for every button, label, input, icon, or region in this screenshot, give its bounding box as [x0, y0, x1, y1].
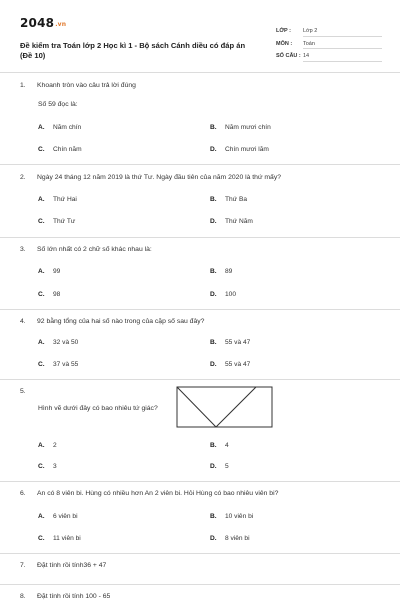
question-text: An có 8 viên bi. Hùng có nhiều hơn An 2 viên bi. Hỏi Hùng có bao nhiêu viên bi? — [37, 490, 279, 497]
question-text: Ngày 24 tháng 12 năm 2019 là thứ Tư. Ngày đầu tiên của năm 2020 là thứ mấy? — [37, 174, 282, 181]
question-number: 2. — [20, 174, 26, 181]
option-b[interactable] — [210, 513, 253, 520]
option-text: Thứ Ba — [225, 196, 248, 203]
option-a[interactable] — [38, 268, 60, 275]
site-logo[interactable] — [20, 16, 66, 30]
option-text: 11 viên bi — [53, 535, 81, 542]
option-letter: D. — [210, 463, 217, 470]
option-text: 10 viên bi — [225, 513, 254, 520]
quadrilateral-figure — [176, 386, 273, 428]
option-d[interactable] — [210, 535, 250, 542]
option-c[interactable] — [38, 361, 78, 368]
option-c[interactable] — [38, 146, 82, 153]
question-divider — [0, 379, 400, 380]
option-letter: A. — [38, 124, 45, 131]
meta-value: Lớp 2 — [303, 26, 382, 37]
option-a[interactable] — [38, 196, 77, 203]
option-text: 3 — [53, 463, 57, 470]
option-text: 6 viên bi — [53, 513, 78, 520]
meta-row-grade — [276, 25, 382, 38]
question-number: 8. — [20, 593, 26, 600]
option-b[interactable] — [210, 124, 271, 131]
option-text: 55 và 47 — [225, 339, 251, 346]
question-number: 1. — [20, 82, 26, 89]
option-letter: D. — [210, 535, 217, 542]
option-letter: B. — [210, 442, 217, 449]
option-b[interactable] — [210, 442, 229, 449]
question-number: 5. — [20, 388, 26, 395]
meta-row-subject — [276, 38, 382, 51]
option-b[interactable] — [210, 268, 232, 275]
option-d[interactable] — [210, 361, 250, 368]
option-text: 8 viên bi — [225, 535, 250, 542]
question-divider — [0, 309, 400, 310]
option-a[interactable] — [38, 442, 57, 449]
option-d[interactable] — [210, 291, 236, 298]
figure-diagonal — [216, 387, 256, 427]
option-letter: D. — [210, 146, 217, 153]
option-text: Thứ Hai — [53, 196, 77, 203]
option-c[interactable] — [38, 463, 57, 470]
option-letter: C. — [38, 291, 45, 298]
option-text: 100 — [225, 291, 237, 298]
meta-key: SỐ CÂU : — [276, 53, 301, 60]
header-divider — [0, 72, 400, 73]
option-text: Thứ Năm — [225, 218, 253, 225]
option-text: 4 — [225, 442, 229, 449]
option-c[interactable] — [38, 291, 60, 298]
question-divider — [0, 584, 400, 585]
figure-outer-rect — [177, 387, 272, 427]
option-c[interactable] — [38, 535, 81, 542]
option-letter: C. — [38, 361, 45, 368]
logo-text: 2048 — [20, 16, 55, 30]
option-letter: D. — [210, 361, 217, 368]
option-text: Chín mươi lăm — [225, 146, 269, 153]
option-letter: B. — [210, 513, 217, 520]
question-divider — [0, 481, 400, 482]
question-divider — [0, 553, 400, 554]
question-text: Đặt tính rồi tính 100 - 65 — [37, 593, 111, 600]
option-text: 5 — [225, 463, 229, 470]
meta-value: 14 — [303, 51, 382, 62]
document-header — [20, 12, 382, 70]
option-a[interactable] — [38, 339, 78, 346]
question-text: 92 bằng tổng của hai số nào trong của cặp số sau đây? — [37, 318, 205, 325]
meta-key: MÔN : — [276, 40, 293, 47]
option-text: Thứ Tư — [53, 218, 76, 225]
question-divider — [0, 164, 400, 165]
option-letter: B. — [210, 268, 217, 275]
question-text: Đặt tính rồi tính36 + 47 — [37, 562, 107, 569]
figure-diagonal — [177, 387, 216, 427]
question-subtext: Hình vẽ dưới đây có bao nhiêu tứ giác? — [38, 405, 158, 412]
option-letter: A. — [38, 196, 45, 203]
option-letter: B. — [210, 196, 217, 203]
question-text: Khoanh tròn vào câu trả lời đúng — [37, 82, 136, 89]
meta-row-count — [276, 50, 382, 63]
option-text: 2 — [53, 442, 57, 449]
option-letter: D. — [210, 218, 217, 225]
option-text: 99 — [53, 268, 61, 275]
option-text: 89 — [225, 268, 233, 275]
question-number: 4. — [20, 318, 26, 325]
question-subtext: Số 59 đọc là: — [38, 101, 78, 108]
option-text: Chín năm — [53, 146, 82, 153]
meta-table — [276, 25, 382, 63]
option-letter: A. — [38, 513, 45, 520]
option-letter: A. — [38, 339, 45, 346]
option-text: 55 và 47 — [225, 361, 251, 368]
option-text: 98 — [53, 291, 61, 298]
meta-value: Toán — [303, 39, 382, 50]
option-letter: B. — [210, 124, 217, 131]
option-d[interactable] — [210, 463, 229, 470]
option-d[interactable] — [210, 218, 253, 225]
option-letter: B. — [210, 339, 217, 346]
question-number: 3. — [20, 246, 26, 253]
option-d[interactable] — [210, 146, 269, 153]
meta-key: LỚP : — [276, 28, 291, 35]
question-number: 6. — [20, 490, 26, 497]
option-letter: C. — [38, 535, 45, 542]
option-letter: C. — [38, 463, 45, 470]
logo-tld: .vn — [55, 21, 67, 28]
document-title: Đề kiểm tra Toán lớp 2 Học kì 1 - Bộ sách Cánh diều có đáp án (Đề 10) — [20, 41, 246, 60]
option-text: 37 và 55 — [53, 361, 79, 368]
question-text: Số lớn nhất có 2 chữ số khác nhau là: — [37, 246, 152, 253]
option-c[interactable] — [38, 218, 75, 225]
option-letter: A. — [38, 442, 45, 449]
option-letter: A. — [38, 268, 45, 275]
option-letter: C. — [38, 218, 45, 225]
option-b[interactable] — [210, 339, 250, 346]
option-text: Năm mươi chín — [225, 124, 271, 131]
option-text: 32 và 50 — [53, 339, 79, 346]
question-divider — [0, 237, 400, 238]
option-letter: D. — [210, 291, 217, 298]
option-a[interactable] — [38, 124, 81, 131]
option-b[interactable] — [210, 196, 247, 203]
option-text: Năm chín — [53, 124, 82, 131]
option-a[interactable] — [38, 513, 78, 520]
question-number: 7. — [20, 562, 26, 569]
option-letter: C. — [38, 146, 45, 153]
